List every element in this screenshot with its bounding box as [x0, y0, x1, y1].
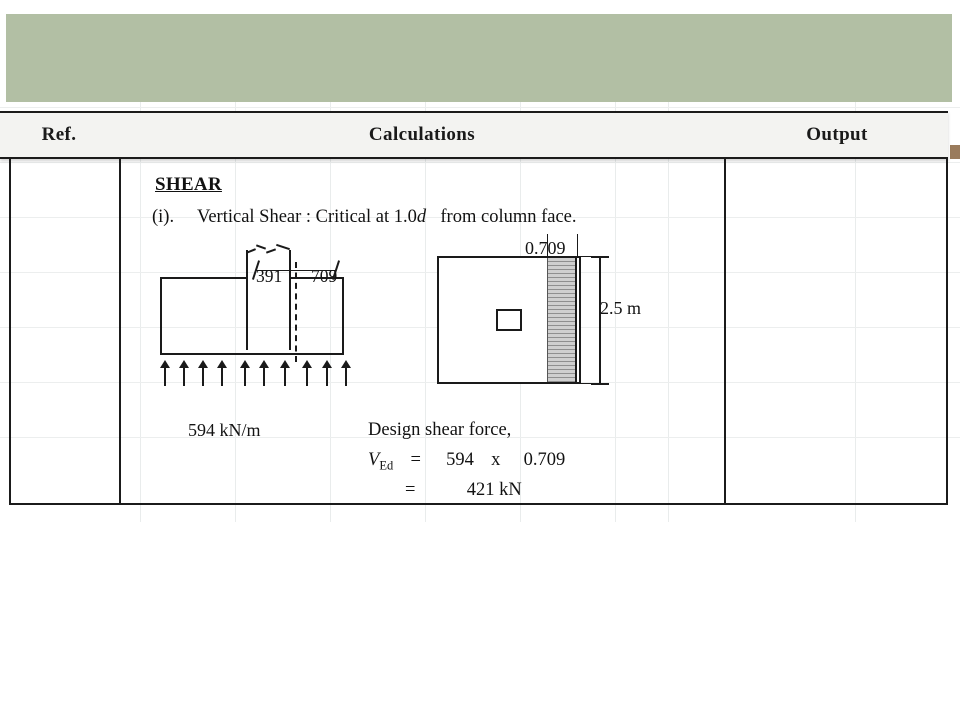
value-594: 594: [446, 450, 474, 470]
design-shear-caption: Design shear force,: [368, 420, 512, 440]
column-left-face: [246, 250, 248, 350]
pressure-arrow-head: [259, 360, 269, 368]
scan-gridline: [668, 102, 669, 522]
banner-left-edge: [0, 14, 6, 102]
multiply-operator: x: [491, 450, 501, 470]
table-divider-output: [724, 159, 726, 505]
plan-dim-line-vertical: [599, 256, 601, 384]
pressure-arrow-head: [217, 360, 227, 368]
value-0709: 0.709: [523, 450, 566, 470]
plan-dim-extension: [581, 383, 599, 384]
scan-gridline: [0, 107, 960, 108]
plan-column: [496, 309, 522, 331]
plan-dim-label-0709: 0.709: [525, 238, 566, 258]
table-border-right: [946, 159, 948, 505]
column-right-face: [289, 250, 291, 350]
item-italic-d: d: [416, 207, 427, 227]
design-shear-equation-1: [368, 450, 565, 474]
table-divider-ref: [119, 159, 121, 505]
load-label-594: 594 kN/m: [188, 420, 261, 440]
item-text-after: from column face.: [440, 207, 577, 227]
footing-top-left: [160, 277, 248, 279]
dim-label-709: 709: [311, 266, 338, 286]
table-header-ref: Ref.: [41, 124, 77, 145]
title-banner: [0, 14, 952, 102]
table-border-left: [9, 159, 11, 505]
item-vertical-shear: [152, 207, 577, 228]
pressure-arrow-head: [280, 360, 290, 368]
design-shear-equation-2: [405, 480, 522, 501]
pressure-arrow-head: [341, 360, 351, 368]
equals-sign-2: =: [405, 480, 416, 500]
item-text-before: Vertical Shear : Critical at 1.0: [197, 207, 417, 227]
pressure-arrow-head: [302, 360, 312, 368]
column-break-line: [256, 244, 266, 249]
symbol-subscript-ed: Ed: [379, 458, 394, 473]
scan-gridline: [855, 102, 856, 522]
table-header-calculations: Calculations: [368, 124, 476, 145]
dim-label-391: 391: [256, 266, 283, 286]
pressure-arrow-head: [198, 360, 208, 368]
plan-dim-extension: [581, 256, 599, 257]
scan-gridline: [140, 102, 141, 522]
pressure-arrow-head: [160, 360, 170, 368]
plan-dim-label-25m: 2.5 m: [600, 298, 642, 318]
critical-section-dashed-line: [295, 262, 297, 362]
soil-pressure-arrows: [158, 360, 348, 386]
section-title-shear: SHEAR: [155, 174, 222, 195]
scan-gridline: [0, 162, 960, 163]
pressure-arrow-head: [322, 360, 332, 368]
item-number: (i).: [152, 207, 175, 227]
table-bottom-rule: [9, 503, 947, 505]
column-break-line: [276, 244, 290, 250]
footing-right-edge: [342, 277, 344, 355]
pressure-arrow-head: [240, 360, 250, 368]
footing-left-edge: [160, 277, 162, 355]
equals-sign-1: =: [410, 450, 421, 470]
table-header-row: [0, 111, 948, 159]
result-421-kn: 421 kN: [466, 480, 522, 500]
table-header-output: Output: [806, 124, 868, 145]
column-break-line: [266, 248, 276, 253]
plan-dim-ext-line: [577, 234, 578, 256]
footing-bottom-edge: [160, 353, 344, 355]
plan-shear-zone-hatched: [547, 258, 577, 382]
symbol-v: V: [368, 450, 380, 470]
scanned-calculation-sheet: [0, 102, 960, 522]
pressure-arrow-head: [179, 360, 189, 368]
